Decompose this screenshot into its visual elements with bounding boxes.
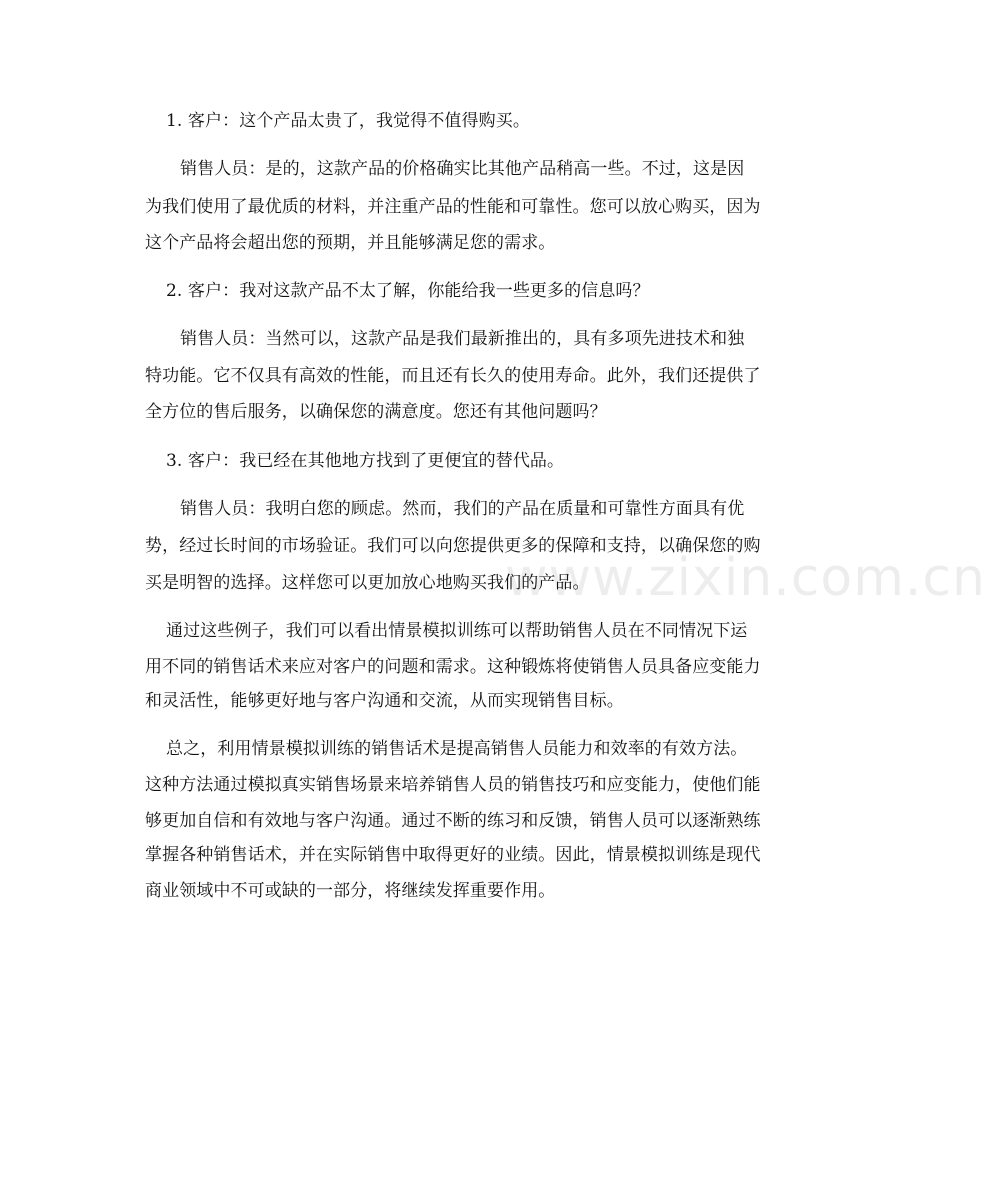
answer-3-line-1: 销售人员：我明白您的顾虑。然而，我们的产品在质量和可靠性方面具有优 — [180, 499, 745, 519]
summary-2-line-4: 掌握各种销售话术，并在实际销售中取得更好的业绩。因此，情景模拟训练是现代 — [145, 845, 761, 865]
summary-2-line-3: 够更加自信和有效地与客户沟通。通过不断的练习和反馈，销售人员可以逐渐熟练 — [145, 811, 761, 831]
question-3: 3. 客户：我已经在其他地方找到了更便宜的替代品。 — [166, 451, 565, 471]
answer-1-line-2: 为我们使用了最优质的材料，并注重产品的性能和可靠性。您可以放心购买，因为 — [145, 197, 761, 217]
summary-1-line-3: 和灵活性，能够更好地与客户沟通和交流，从而实现销售目标。 — [145, 691, 624, 711]
answer-1-line-3: 这个产品将会超出您的预期，并且能够满足您的需求。 — [145, 233, 556, 253]
answer-2-line-1: 销售人员：当然可以，这款产品是我们最新推出的，具有多项先进技术和独 — [180, 329, 745, 349]
answer-2-line-3: 全方位的售后服务，以确保您的满意度。您还有其他问题吗？ — [145, 402, 607, 422]
summary-2-line-2: 这种方法通过模拟真实销售场景来培养销售人员的销售技巧和应变能力，使他们能 — [145, 775, 761, 795]
answer-2-line-2: 特功能。它不仅具有高效的性能，而且还有长久的使用寿命。此外，我们还提供了 — [145, 366, 761, 386]
answer-1-line-1: 销售人员：是的，这款产品的价格确实比其他产品稍高一些。不过，这是因 — [180, 159, 745, 179]
summary-1-line-2: 用不同的销售话术来应对客户的问题和需求。这种锻炼将使销售人员具备应变能力 — [145, 657, 761, 677]
summary-2-line-5: 商业领域中不可或缺的一部分，将继续发挥重要作用。 — [145, 881, 556, 901]
summary-1-line-1: 通过这些例子，我们可以看出情景模拟训练可以帮助销售人员在不同情况下运 — [166, 621, 748, 641]
answer-3-line-3: 买是明智的选择。这样您可以更加放心地购买我们的产品。 — [145, 573, 590, 593]
watermark: www.zixin.com.cn — [505, 548, 986, 608]
question-2: 2. 客户：我对这款产品不太了解，你能给我一些更多的信息吗？ — [166, 281, 650, 301]
summary-2-line-1: 总之，利用情景模拟训练的销售话术是提高销售人员能力和效率的有效方法。 — [166, 739, 748, 759]
question-1: 1. 客户：这个产品太贵了，我觉得不值得购买。 — [166, 111, 530, 131]
answer-3-line-2: 势，经过长时间的市场验证。我们可以向您提供更多的保障和支持，以确保您的购 — [145, 536, 761, 556]
